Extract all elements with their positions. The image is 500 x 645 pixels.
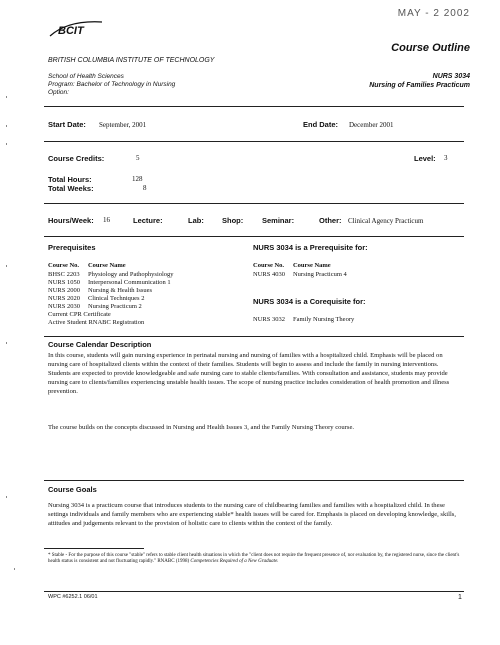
course-id — [369, 72, 470, 90]
col-course-no: Course No. — [253, 262, 285, 269]
calendar-title: Course Calendar Description — [48, 340, 152, 349]
prerequisites-title: Prerequisites — [48, 243, 96, 252]
table-row — [48, 279, 182, 287]
course-credits-value: 5 — [136, 154, 140, 162]
school-info — [48, 73, 175, 97]
total-weeks-label: Total Weeks: — [48, 184, 94, 193]
table-row — [48, 271, 182, 279]
level-label: Level: — [414, 154, 436, 163]
footnote-text: * Stable - For the purpose of this course "stable" refers to stable client health situations in which the "client does not require the frequent presence of, nor evaluation by, the registered nurse, since the client's health status is consistent and not fluctuating rapidly." RNABC (1998) — [48, 553, 460, 564]
course-name-cell: Nursing & Health Issues — [87, 287, 153, 294]
coreq-title: NURS 3034 is a Corequisite for: — [253, 297, 366, 306]
goals-paragraph: Nursing 3034 is a practicum course that introduces students to the nursing care of childbearing families and families with a hospitalized child. In these settings individuals and family members who are experiencing stable* health issues will be cared for. Emphasis is placed on developing knowledge, skills, attitudes and judgements relevant to the provision of holistic care to clients within the context of the family. — [48, 502, 456, 527]
prereq-extra-rnabc: Active Student RNABC Registration — [48, 319, 145, 326]
other-value: Clinical Agency Practicum — [348, 217, 424, 225]
end-date-label: End Date: — [303, 120, 339, 129]
scan-speck — [6, 265, 7, 267]
course-name-cell: Physiology and Pathophysiology — [87, 271, 174, 278]
calendar-paragraph: In this course, students will gain nursing experience in perinatal nursing and nursing of families with a hospitalized child. Emphasis will be placed on nursing care of hospitalized clients within the context of their families. Students will begin to assess and include the family in nursing interventions. Students are expected to provide knowledgeable and safe nursing care to stable clients/families. With consultation and assistance, students may provide nursing care to clients/families experiencing unstable health issues. The scope of nursing practice includes consideration of health promotion and illness prevention. — [48, 352, 450, 395]
divider — [44, 336, 464, 337]
course-name-cell: Interpersonal Communication 1 — [87, 279, 171, 286]
table-row — [48, 295, 182, 303]
scan-speck — [14, 568, 15, 570]
scan-speck — [6, 96, 7, 98]
calendar-paragraph-2: The course builds on the concepts discussed in Nursing and Health Issues 3, and the Family Nursing Theory course. — [48, 424, 355, 431]
divider — [44, 236, 464, 237]
end-date-value: December 2001 — [349, 121, 394, 129]
coreq-table — [253, 316, 362, 324]
col-course-no: Course No. — [48, 262, 80, 269]
scan-speck — [6, 342, 7, 344]
logo-text: BCIT — [58, 25, 84, 37]
prerequisites-table — [48, 262, 182, 327]
institute-name: BRITISH COLUMBIA INSTITUTE OF TECHNOLOGY — [48, 57, 215, 64]
course-no: NURS 2020 — [48, 295, 80, 302]
course-no: NURS 2030 — [48, 303, 80, 310]
course-no: NURS 1050 — [48, 279, 80, 286]
total-weeks-value: 8 — [143, 184, 147, 192]
prereq-for-title: NURS 3034 is a Prerequisite for: — [253, 243, 368, 252]
footnote — [48, 553, 460, 565]
course-no: NURS 4030 — [253, 271, 285, 278]
lecture-label: Lecture: — [133, 216, 163, 225]
course-no: BHSC 2203 — [48, 271, 80, 278]
level-value: 3 — [444, 154, 448, 162]
shop-label: Shop: — [222, 216, 244, 225]
total-hours-label: Total Hours: — [48, 175, 92, 184]
course-credits-label: Course Credits: — [48, 154, 105, 163]
page-number: 1 — [458, 594, 462, 601]
table-row — [253, 271, 355, 279]
course-name-cell: Clinical Techniques 2 — [87, 295, 145, 302]
divider — [44, 106, 464, 107]
scan-speck — [6, 496, 7, 498]
course-name-cell: Nursing Practicum 2 — [87, 303, 142, 310]
prereq-extra-cpr: Current CPR Certificate — [48, 311, 111, 318]
page-title: Course Outline — [391, 42, 470, 54]
option-label: Option: — [48, 89, 69, 96]
col-course-name: Course Name — [87, 262, 126, 269]
hours-week-label: Hours/Week: — [48, 216, 94, 225]
total-hours-value: 128 — [132, 175, 143, 183]
other-label: Other: — [319, 216, 342, 225]
school-name: School of Health Sciences — [48, 73, 124, 80]
course-no: NURS 3032 — [253, 316, 285, 323]
seminar-label: Seminar: — [262, 216, 295, 225]
divider — [44, 203, 464, 204]
footnote-rule — [44, 548, 144, 549]
goals-title: Course Goals — [48, 485, 97, 494]
scan-speck — [6, 143, 7, 145]
divider — [44, 591, 464, 592]
col-course-name: Course Name — [292, 262, 331, 269]
lab-label: Lab: — [188, 216, 204, 225]
table-row — [48, 303, 182, 311]
hours-week-value: 16 — [103, 216, 110, 224]
course-name-cell: Nursing Practicum 4 — [292, 271, 347, 278]
start-date-label: Start Date: — [48, 120, 86, 129]
prereq-for-table — [253, 262, 355, 279]
bcit-logo — [48, 18, 104, 40]
scan-speck — [6, 125, 7, 127]
course-no: NURS 2000 — [48, 287, 80, 294]
table-row — [253, 316, 362, 324]
course-name: Nursing of Families Practicum — [369, 82, 470, 89]
course-code: NURS 3034 — [432, 73, 470, 80]
footer-doc-id: WPC #6252.1 06/01 — [48, 594, 98, 600]
divider — [44, 480, 464, 481]
table-row — [48, 287, 182, 295]
program-name: Program: Bachelor of Technology in Nursing — [48, 81, 176, 88]
divider — [44, 141, 464, 142]
footnote-source: Competencies Required of a New Graduate. — [190, 559, 279, 564]
received-stamp: MAY - 2 2002 — [397, 8, 470, 19]
start-date-value: September, 2001 — [99, 121, 147, 129]
course-name-cell: Family Nursing Theory — [292, 316, 355, 323]
